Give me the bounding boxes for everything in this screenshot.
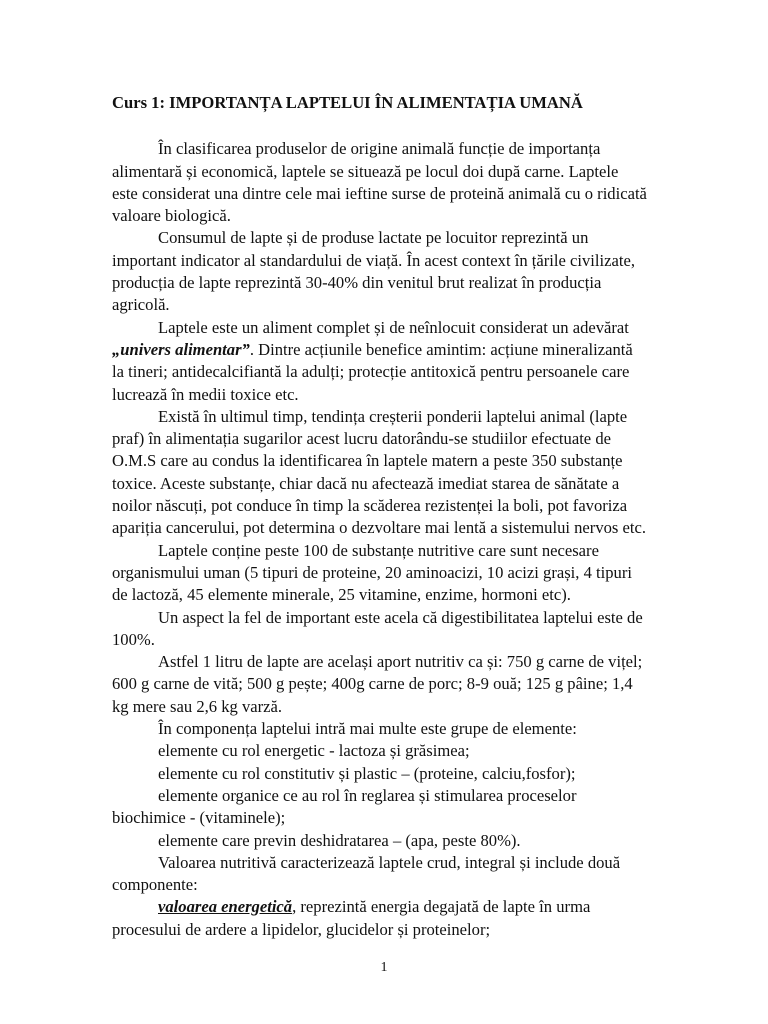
paragraph-complete-food <box>112 317 648 406</box>
paragraph-consumption: Consumul de lapte și de produse lactate pe locuitor reprezintă un important indicator al standardului de viață. În acest context în țările civilizate, producția de lapte reprezintă 30-40% din venitul brut realizat în producția agricolă. <box>112 228 635 315</box>
paragraph-energetic-value <box>112 896 648 941</box>
list-item-dehydration: elemente care previn deshidratarea – (apa, peste 80%). <box>158 830 521 850</box>
paragraph-text: Laptele este un aliment complet și de neînlocuit considerat un adevărat <box>158 317 629 337</box>
paragraph-components-intro: În componența laptelui intră mai multe este grupe de elemente: <box>158 719 577 739</box>
emphasis-valoarea-energetica: valoarea energetică <box>158 897 293 917</box>
document-page <box>112 92 648 941</box>
page-number: 1 <box>380 960 388 975</box>
paragraph-trend: Există în ultimul timp, tendința creșterii ponderii laptelui animal (lapte praf) în alimentația sugarilor acest lucru datorându-se studiilor efectuate de O.M.S care au condus la identificarea în laptele matern a peste 350 substanțe toxice. Aceste substanțe, chiar dacă nu afectează imediat starea de sănătate a noilor născuți, pot conduce în timp la scăderea rezistenței la boli, pot favoriza apariția cancerului, pot determina o dezvoltare mai lentă a sistemului nervos etc. <box>112 406 647 538</box>
list-item-constitutive: elemente cu rol constitutiv și plastic – (proteine, calciu,fosfor); <box>158 763 576 783</box>
document-title: Curs 1: IMPORTANȚA LAPTELUI ÎN ALIMENTAȚIA UMANĂ <box>112 93 583 112</box>
paragraph-classification: În clasificarea produselor de origine animală funcție de importanța alimentară și economică, laptele se situează pe locul doi după carne. Laptele este considerat una dintre cele mai ieftine surse de proteină animală cu o ridicată valoare biologică. <box>112 139 647 226</box>
paragraph-digestibility: Un aspect la fel de important este acela că digestibilitatea laptelui este de 100%. <box>112 607 643 649</box>
emphasis-univers-alimentar: „univers alimentar” <box>112 339 250 359</box>
list-item-energetic: elemente cu rol energetic - lactoza și grăsimea; <box>158 741 470 761</box>
paragraph-equivalence: Astfel 1 litru de lapte are același aport nutritiv ca și: 750 g carne de vițel; 600 g carne de vită; 500 g pește; 400g carne de porc; 8-9 ouă; 125 g pâine; 1,4 kg mere sau 2,6 kg varză. <box>112 652 643 716</box>
paragraph-nutrients: Laptele conține peste 100 de substanțe nutritive care sunt necesare organismului uman (5 tipuri de proteine, 20 aminoacizi, 10 acizi grași, 4 tipuri de lactoză, 45 elemente minerale, 25 vitamine, enzime, hormoni etc). <box>112 540 632 605</box>
paragraph-text: . Dintre acțiunile benefice amintim: acțiune mineralizantă la tineri; antidecalcifiantă la adulți; protecție antitoxică pentru persoanele care lucrează în medii toxice etc. <box>112 339 633 404</box>
paragraph-text: , reprezintă energia degajată de lapte în urma procesului de ardere a lipidelor, glucidelor și proteinelor; <box>112 897 591 939</box>
paragraph-nutritive-value: Valoarea nutritivă caracterizează laptele crud, integral și include două componente: <box>112 852 621 895</box>
list-item-organic: elemente organice ce au rol în reglarea și stimularea proceselor biochimice - (vitaminele); <box>112 785 577 828</box>
